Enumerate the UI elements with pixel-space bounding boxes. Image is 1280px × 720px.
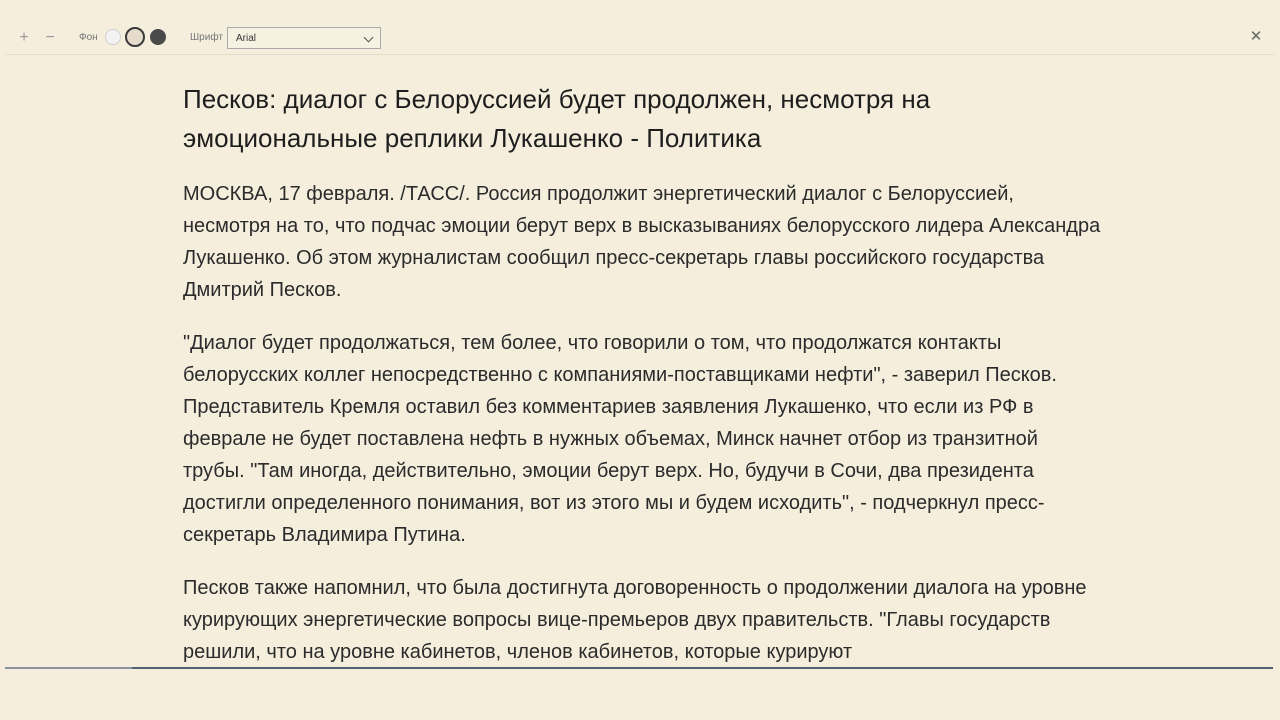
article-title: Песков: диалог с Белоруссией будет продолжен, несмотря на эмоциональные реплики Лукашенко - Политика [183,84,931,153]
font-select-value: Arial [236,33,257,44]
theme-dark-swatch[interactable] [150,29,166,45]
toolbar-divider [5,54,1275,55]
article [183,80,1103,668]
article-paragraph: "Диалог будет продолжаться, тем более, что говорили о том, что продолжатся контакты белорусских коллег непосредственно с компаниями-поставщиками нефти", - заверил Песков. Представитель Кремля оставил без комментариев заявления Лукашенко, что если из РФ в феврале не будет поставлена нефть в нужных объемах, Минск начнет отбор из транзитной трубы. "Там иногда, действительно, эмоции берут верх. Но, будучи в Сочи, два президента достигли определенного понимания, вот из этого мы и будем исходить", - подчеркнул пресс-секретарь Владимира Путина. [183,332,1057,546]
reading-progress-fill [5,667,132,669]
theme-sepia-swatch[interactable] [125,27,145,47]
theme-light-swatch[interactable] [105,29,121,45]
font-label: Шрифт [190,32,223,43]
reading-progress-bar [5,667,1273,669]
background-label: Фон [79,32,98,43]
chevron-down-icon [364,33,374,43]
article-paragraph: Песков также напомнил, что была достигнута договоренность о продолжении диалога на уровне курирующих энергетические вопросы вице-премьеров двух правительств. "Главы государств решили, что на уровне кабинетов, членов кабинетов, которые курируют [183,577,1087,663]
close-icon[interactable]: ✕ [1249,28,1263,45]
reader-toolbar [0,0,1280,54]
article-paragraph: МОСКВА, 17 февраля. /ТАСС/. Россия продолжит энергетический диалог с Белоруссией, несмотря на то, что подчас эмоции берут верх в высказываниях белорусского лидера Александра Лукашенко. Об этом журналистам сообщил пресс-секретарь главы российского государства Дмитрий Песков. [183,183,1101,301]
plus-icon[interactable]: + [19,29,29,46]
font-select[interactable] [227,27,381,49]
minus-icon[interactable]: − [45,29,55,46]
